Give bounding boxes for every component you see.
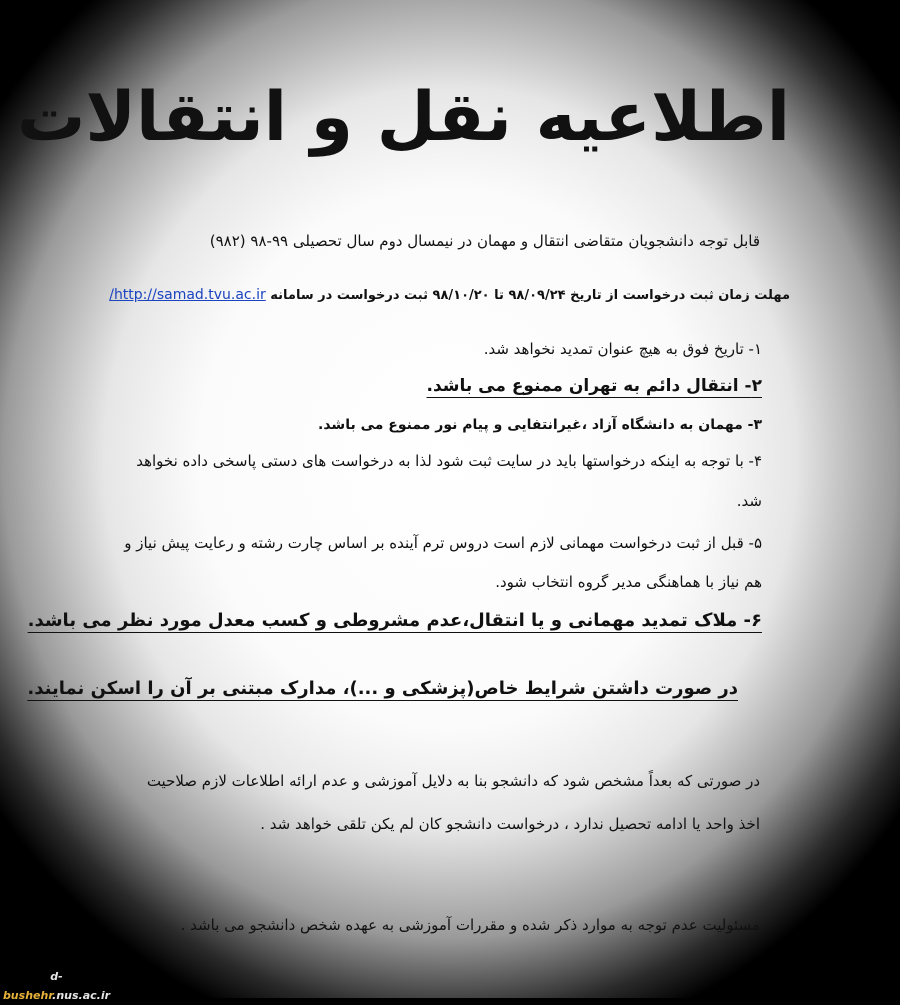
list-item-2: ۲- انتقال دائم به تهران ممنوع می باشد. xyxy=(426,376,762,396)
list-item-5-line-1: ۵- قبل از ثبت درخواست مهمانی لازم است دروس ترم آینده بر اساس چارت رشته و رعایت پیش نیاز و xyxy=(124,534,762,552)
list-item-4-line-2: شد. xyxy=(736,492,762,510)
samad-link[interactable]: http://samad.tvu.ac.ir/ xyxy=(109,287,266,303)
paragraph-line-2: اخذ واحد یا ادامه تحصیل ندارد ، درخواست دانشجو کان لم یکن تلقی خواهد شد . xyxy=(260,815,760,833)
paragraph-line-1: در صورتی که بعداً مشخص شود که دانشجو بنا به دلایل آموزشی و عدم ارائه اطلاعات لازم صلاحیت xyxy=(146,772,760,790)
list-item-6: ۶- ملاک تمدید مهمانی و یا انتقال،عدم مشروطی و کسب معدل مورد نظر می باشد. xyxy=(27,610,762,631)
watermark-suffix: .nus.ac.ir xyxy=(52,989,111,1002)
watermark-brand: bushehr xyxy=(2,989,53,1002)
list-item-4-line-1: ۴- با توجه به اینکه درخواستها باید در سایت ثبت شود لذا به درخواست های دستی پاسخی داده نخواهد xyxy=(136,452,762,470)
list-item-1: ۱- تاریخ فوق به هیچ عنوان تمدید نخواهد شد. xyxy=(483,340,762,358)
deadline-text: مهلت زمان ثبت درخواست از تاریخ ۹۸/۰۹/۲۴ تا ۹۸/۱۰/۲۰ ثبت درخواست در سامانه xyxy=(270,288,790,303)
deadline-line xyxy=(109,287,790,303)
page-title: اطلاعیه نقل و انتقالات xyxy=(17,78,790,157)
subtitle: قابل توجه دانشجویان متقاضی انتقال و مهمان در نیمسال دوم سال تحصیلی ۹۹-۹۸ (۹۸۲) xyxy=(209,232,760,250)
list-item-5-line-2: هم نیاز با هماهنگی مدیر گروه انتخاب شود. xyxy=(495,573,762,591)
responsibility-note: مسئولیت عدم توجه به موارد ذکر شده و مقررات آموزشی به عهده شخص دانشجو می باشد . xyxy=(180,916,760,934)
site-watermark xyxy=(0,967,113,1002)
list-item-3: ۳- مهمان به دانشگاه آزاد ،غیرانتفایی و پیام نور ممنوع می باشد. xyxy=(318,417,762,433)
watermark-prefix: d- xyxy=(50,970,63,983)
special-conditions-note: در صورت داشتن شرایط خاص(پزشکی و ...)، مدارک مبتنی بر آن را اسکن نمایند. xyxy=(27,678,738,699)
